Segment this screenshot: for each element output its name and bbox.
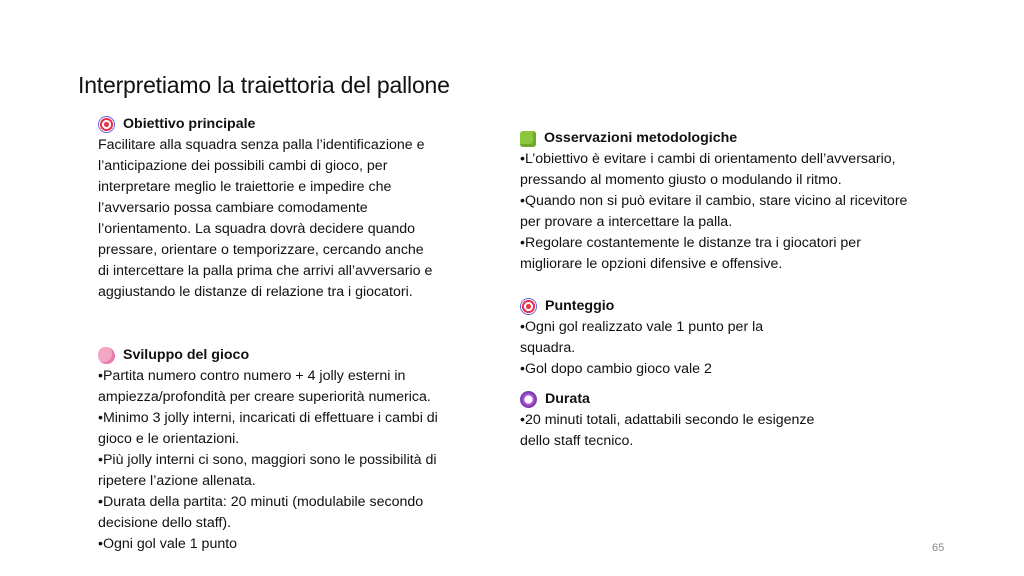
puzzle-icon xyxy=(520,131,536,147)
target-icon xyxy=(98,116,115,133)
stopwatch-icon xyxy=(520,391,537,408)
objective-line: l’anticipazione dei possibili cambi di gioco, per xyxy=(98,158,388,174)
objective-heading xyxy=(98,114,498,135)
duration-heading-label: Durata xyxy=(545,391,590,407)
objective-line: l’orientamento. La squadra dovrà decidere quando xyxy=(98,221,416,237)
score-line: •Gol dopo cambio gioco vale 2 xyxy=(520,361,712,377)
development-line: gioco e le orientazioni. xyxy=(98,431,240,447)
observations-line: migliorare le opzioni difensive e offensive. xyxy=(520,256,783,272)
development-line: •Durata della partita: 20 minuti (modulabile secondo xyxy=(98,494,424,510)
page-number: 65 xyxy=(932,542,945,554)
development-line: •Minimo 3 jolly interni, incaricati di effettuare i cambi di xyxy=(98,410,438,426)
objective-line: interpretare meglio le traiettorie e impedire che xyxy=(98,179,392,195)
brain-icon xyxy=(98,347,115,364)
objective-line: aggiustando le distanze di relazione tra i giocatori. xyxy=(98,284,413,300)
duration-line: •20 minuti totali, adattabili secondo le esigenze xyxy=(520,412,815,428)
observations-heading xyxy=(520,128,960,149)
development-line: ampiezza/profondità per creare superiorità numerica. xyxy=(98,389,431,405)
observations-line: pressando al momento giusto o modulando il ritmo. xyxy=(520,172,842,188)
development-heading-label: Sviluppo del gioco xyxy=(123,347,250,363)
development-line: ripetere l’azione allenata. xyxy=(98,473,256,489)
slide-title: Interpretiamo la traiettoria del pallone xyxy=(78,72,450,98)
left-column xyxy=(98,114,498,555)
score-line: •Ogni gol realizzato vale 1 punto per la xyxy=(520,319,764,335)
development-line: •Più jolly interni ci sono, maggiori sono le possibilità di xyxy=(98,452,437,468)
observations-line: •L’obiettivo è evitare i cambi di orientamento dell’avversario, xyxy=(520,151,896,167)
development-line: •Partita numero contro numero + 4 jolly esterni in xyxy=(98,368,406,384)
development-heading xyxy=(98,345,498,366)
objective-line: di intercettare la palla prima che arrivi all’avversario e xyxy=(98,263,433,279)
duration-line: dello staff tecnico. xyxy=(520,433,634,449)
score-heading xyxy=(520,296,960,317)
right-column xyxy=(520,128,960,452)
observations-line: per provare a intercettare la palla. xyxy=(520,214,733,230)
objective-line: l’avversario possa cambiare comodamente xyxy=(98,200,368,216)
objective-line: pressare, orientare o temporizzare, cercando anche xyxy=(98,242,424,258)
objective-line: Facilitare alla squadra senza palla l’identificazione e xyxy=(98,137,425,153)
observations-line: •Quando non si può evitare il cambio, stare vicino al ricevitore xyxy=(520,193,908,209)
score-heading-label: Punteggio xyxy=(545,298,615,314)
objective-heading-label: Obiettivo principale xyxy=(123,116,256,132)
duration-heading xyxy=(520,389,960,410)
observations-heading-label: Osservazioni metodologiche xyxy=(544,130,738,146)
development-line: •Ogni gol vale 1 punto xyxy=(98,536,238,552)
development-line: decisione dello staff). xyxy=(98,515,232,531)
target-icon xyxy=(520,298,537,315)
score-line: squadra. xyxy=(520,340,576,356)
observations-line: •Regolare costantemente le distanze tra i giocatori per xyxy=(520,235,861,251)
